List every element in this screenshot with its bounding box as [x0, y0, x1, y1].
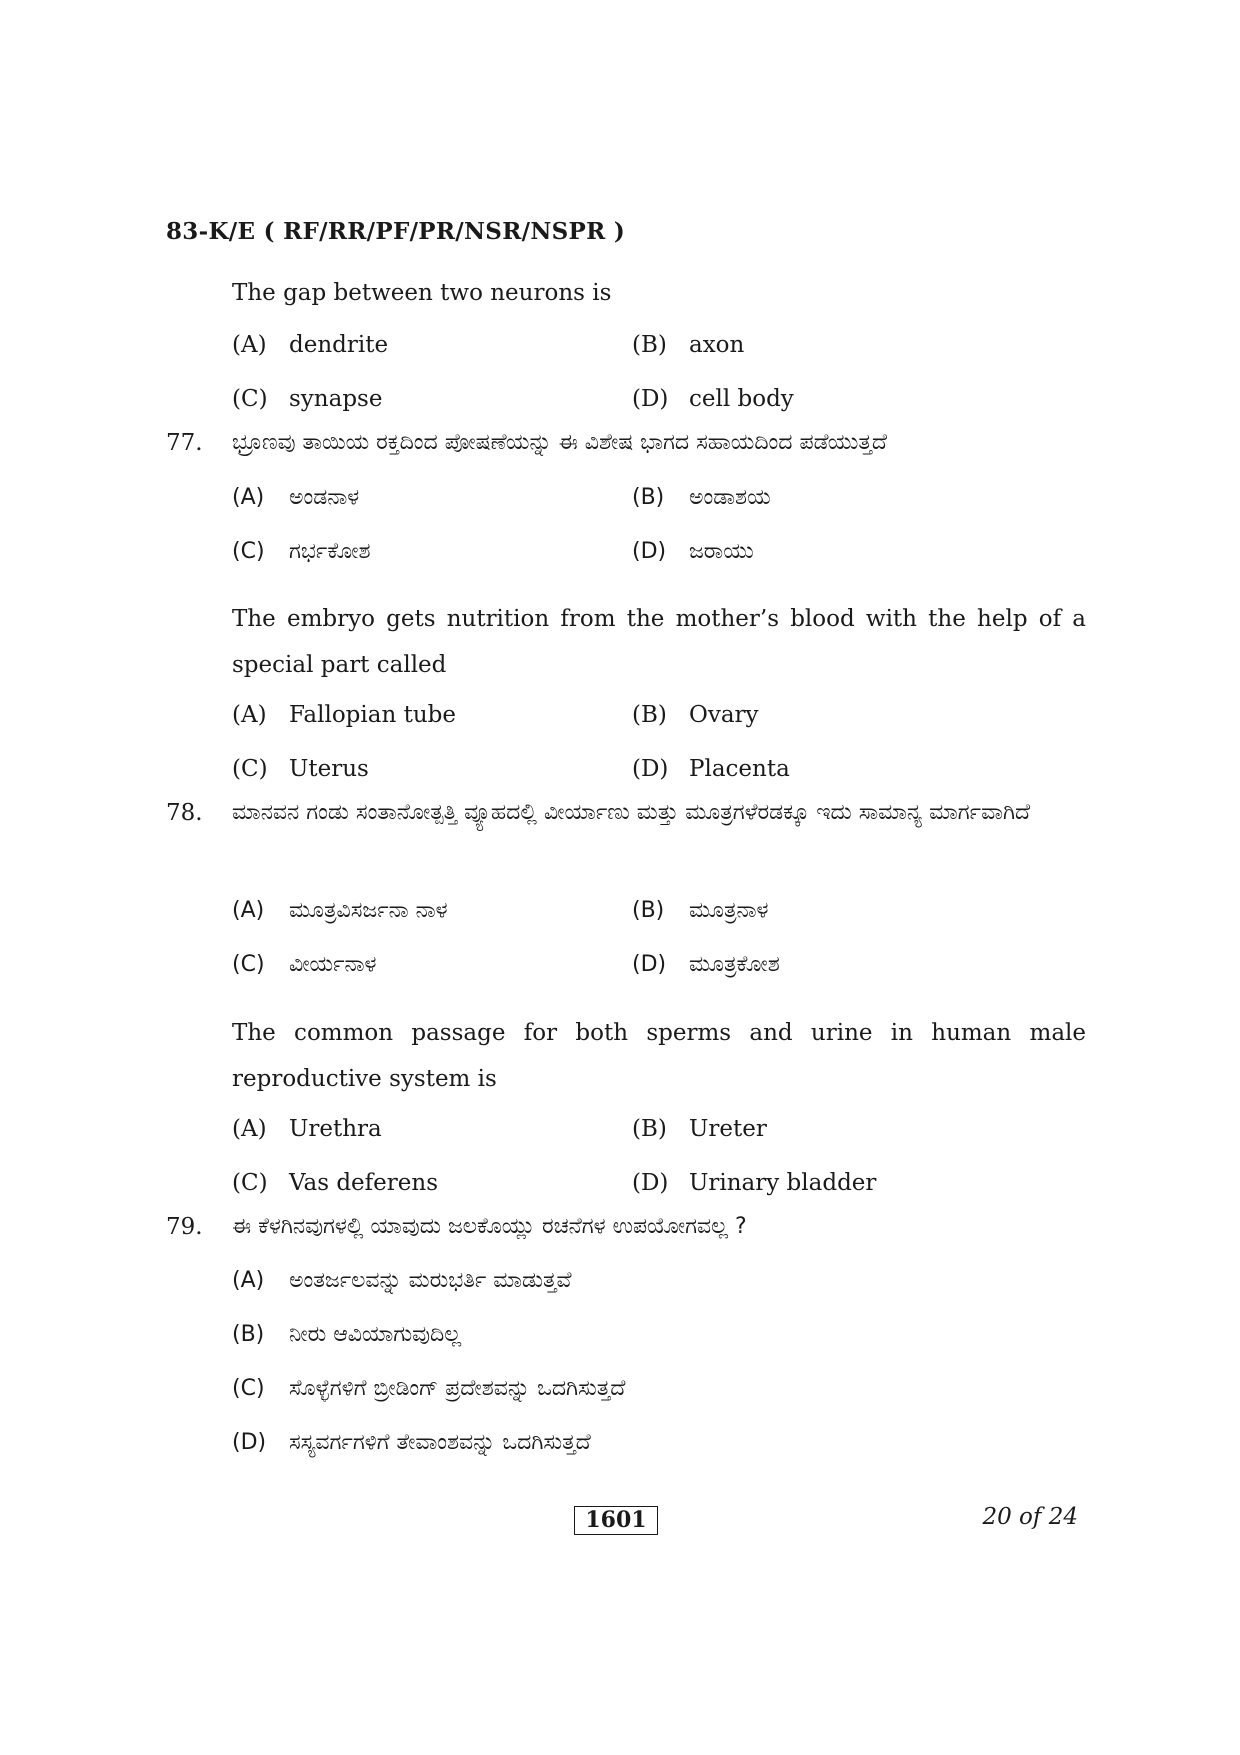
option-d: (D) ಸಸ್ಯವರ್ಗಗಳಿಗೆ ತೇವಾಂಶವನ್ನು ಒದಗಿಸುತ್ತದೆ [232, 1430, 591, 1455]
page-number: 20 of 24 [982, 1504, 1078, 1530]
option-a: (A) ಅಂತರ್ಜಲವನ್ನು ಮರುಭರ್ತಿ ಮಾಡುತ್ತವೆ [232, 1268, 572, 1293]
option-d: (D) Urinary bladder [632, 1170, 877, 1196]
option-b: (B) ಅಂಡಾಶಯ [632, 485, 771, 510]
option-d: (D) ಜರಾಯು [632, 539, 754, 564]
question-79 [166, 1204, 1086, 1250]
question-77 [166, 420, 1086, 466]
option-c: (C) ವೀರ್ಯನಾಳ [232, 952, 377, 977]
option-d: (D) Placenta [632, 756, 790, 782]
option-c: (C) Vas deferens [232, 1170, 439, 1196]
paper-code-header: 83-K/E ( RF/RR/PF/PR/NSR/NSPR ) [166, 218, 626, 245]
option-a: (A) Fallopian tube [232, 702, 456, 728]
option-a: (A) ಅಂಡನಾಳ [232, 485, 360, 510]
question-number: 77. [166, 430, 203, 456]
option-b: (B) axon [632, 332, 745, 358]
option-a: (A) dendrite [232, 332, 389, 358]
q76-english-text: The gap between two neurons is [232, 280, 612, 306]
option-c: (C) synapse [232, 386, 383, 412]
question-number: 78. [166, 800, 203, 826]
option-d: (D) ಮೂತ್ರಕೋಶ [632, 952, 780, 977]
question-kannada-text: ಮಾನವನ ಗಂಡು ಸಂತಾನೋತ್ಪತ್ತಿ ವ್ಯೂಹದಲ್ಲಿ ವೀರ್ಯಾಣು ಮತ್ತು ಮೂತ್ರಗಳೆರಡಕ್ಕೂ ಇದು ಸಾಮಾನ್ಯ ಮಾರ್ಗವಾಗಿದೆ [232, 800, 1031, 825]
question-78 [166, 790, 1086, 836]
option-d: (D) cell body [632, 386, 794, 412]
option-b: (B) ಮೂತ್ರನಾಳ [632, 898, 769, 923]
option-b: (B) Ovary [632, 702, 759, 728]
booklet-code-box: 1601 [574, 1506, 658, 1535]
question-kannada-text: ಭ್ರೂಣವು ತಾಯಿಯ ರಕ್ತದಿಂದ ಪೋಷಣೆಯನ್ನು ಈ ವಿಶೇಷ ಭಾಗದ ಸಹಾಯದಿಂದ ಪಡೆಯುತ್ತದೆ [232, 430, 887, 455]
option-b: (B) Ureter [632, 1116, 767, 1142]
option-a: (A) ಮೂತ್ರವಿಸರ್ಜನಾ ನಾಳ [232, 898, 448, 923]
question-number: 79. [166, 1214, 203, 1240]
q78-english-text: The common passage for both sperms and urine in human male reproductive system is [232, 1020, 1086, 1092]
option-c: (C) ಸೊಳ್ಳೆಗಳಿಗೆ ಬ್ರೀಡಿಂಗ್ ಪ್ರದೇಶವನ್ನು ಒದಗಿಸುತ್ತದೆ [232, 1376, 626, 1401]
option-a: (A) Urethra [232, 1116, 382, 1142]
question-kannada-text: ಈ ಕೆಳಗಿನವುಗಳಲ್ಲಿ ಯಾವುದು ಜಲಕೊಯ್ಲು ರಚನೆಗಳ ಉಪಯೋಗವಲ್ಲ ? [232, 1214, 747, 1239]
q77-english-text: The embryo gets nutrition from the mother’s blood with the help of a special part called [232, 606, 1086, 678]
option-c: (C) Uterus [232, 756, 369, 782]
option-b: (B) ನೀರು ಆವಿಯಾಗುವುದಿಲ್ಲ [232, 1322, 462, 1347]
option-c: (C) ಗರ್ಭಕೋಶ [232, 539, 371, 564]
